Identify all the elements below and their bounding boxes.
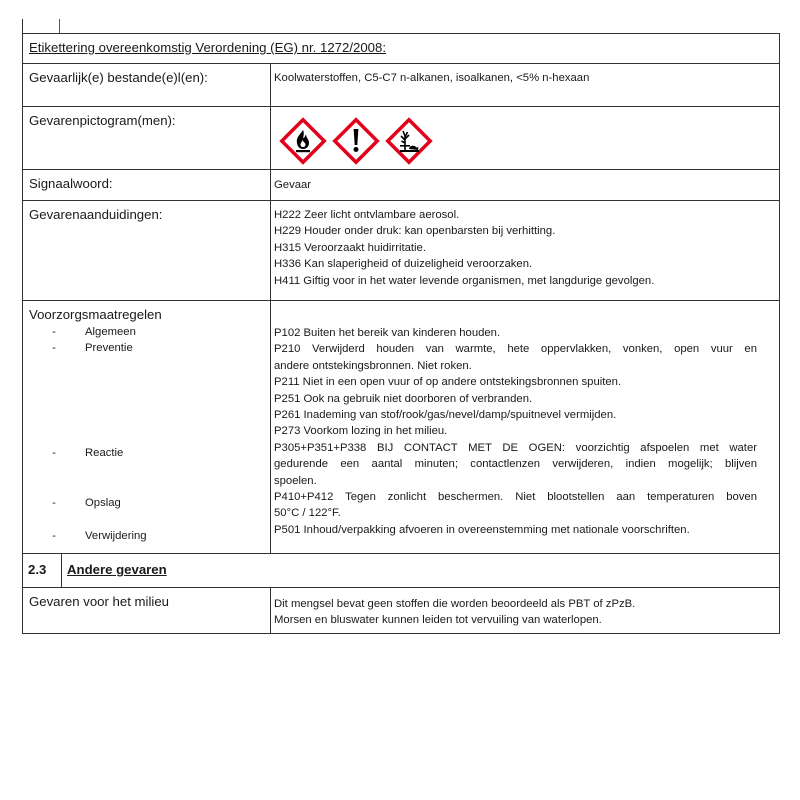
signal-word-label: Signaalwoord: bbox=[23, 170, 271, 200]
hazardous-ingredients-label: Gevaarlijk(e) bestande(e)l(en): bbox=[23, 64, 271, 106]
hazard-statement: H315 Veroorzaakt huidirritatie. bbox=[274, 241, 426, 254]
precaution-group-disposal: - Verwijdering bbox=[52, 530, 147, 542]
hazardous-ingredients-row bbox=[23, 63, 779, 106]
signal-word-value: Gevaar bbox=[274, 179, 312, 191]
precautionary-statement: P102 Buiten het bereik van kinderen houden. bbox=[274, 327, 501, 339]
precautionary-label: Voorzorgsmaatregelen bbox=[29, 307, 162, 322]
environment-hazards-list bbox=[271, 588, 779, 633]
precautionary-statement: P211 Niet in een open vuur of op andere ontstekingsbronnen spuiten. bbox=[274, 376, 622, 389]
labelling-heading-row bbox=[23, 33, 779, 63]
precaution-group-storage: - Opslag bbox=[52, 497, 121, 509]
hazard-statements-row bbox=[23, 200, 779, 300]
labelling-heading: Etikettering overeenkomstig Verordening (EG) nr. 1272/2008: bbox=[29, 40, 387, 55]
table-top-edge-fragment bbox=[22, 19, 23, 33]
precautionary-statement: P305+P351+P338 BIJ CONTACT MET DE OGEN: voorzichtig afspoelen met water bbox=[274, 441, 757, 454]
pictograms-label: Gevarenpictogram(men): bbox=[23, 107, 271, 169]
environment-hazard-line: Morsen en bluswater kunnen leiden tot vervuiling van waterlopen. bbox=[274, 614, 602, 627]
pictograms-cell bbox=[271, 107, 779, 169]
precautionary-statements-list bbox=[271, 301, 779, 553]
environment-pictogram-icon bbox=[384, 116, 434, 166]
section-title: Andere gevaren bbox=[67, 562, 167, 577]
environment-hazards-label: Gevaren voor het milieu bbox=[23, 588, 271, 633]
precautionary-statement: P273 Voorkom lozing in het milieu. bbox=[274, 425, 448, 438]
precautionary-statement: andere ontstekingsbronnen. Niet roken. bbox=[274, 359, 472, 372]
hazard-statement: H229 Houder onder druk: kan openbarsten bij verhitting. bbox=[274, 225, 556, 238]
precautionary-statement: P410+P412 Tegen zonlicht beschermen. Niet blootstellen aan temperaturen boven bbox=[274, 491, 757, 504]
environment-hazard-line: Dit mengsel bevat geen stoffen die worden beoordeeld als PBT of zPzB. bbox=[274, 598, 636, 610]
section-2-3-header-row bbox=[23, 553, 779, 587]
label-section-table bbox=[22, 33, 780, 634]
precautionary-statement: P501 Inhoud/verpakking afvoeren in overeenstemming met nationale voorschriften. bbox=[274, 523, 690, 536]
precautionary-statement: P261 Inademing van stof/rook/gas/nevel/damp/spuitnevel vermijden. bbox=[274, 409, 617, 422]
hazard-statements-label: Gevarenaanduidingen: bbox=[23, 201, 271, 300]
precautionary-statement: gedurende een aantal minuten; contactlenzen verwijderen, indien mogelijk; blijven bbox=[274, 458, 757, 471]
hazard-statements-list bbox=[271, 201, 779, 300]
precaution-group-prevention: - Preventie bbox=[52, 342, 133, 354]
hazard-statement: H411 Giftig voor in het water levende organismen, met langdurige gevolgen. bbox=[274, 274, 655, 287]
environment-hazards-row bbox=[23, 587, 779, 633]
hazard-statement: H222 Zeer licht ontvlambare aerosol. bbox=[274, 209, 460, 221]
precautionary-label-cell bbox=[23, 301, 271, 553]
pictograms-row bbox=[23, 106, 779, 169]
precautionary-statement: spoelen. bbox=[274, 474, 317, 487]
table-column-fragment bbox=[59, 19, 60, 33]
hazard-statement: H336 Kan slaperigheid of duizeligheid veroorzaken. bbox=[274, 258, 533, 271]
flame-pictogram-icon bbox=[278, 116, 328, 166]
precaution-group-response: - Reactie bbox=[52, 447, 124, 459]
precautionary-statement: P210 Verwijderd houden van warmte, hete oppervlakken, vonken, open vuur en bbox=[274, 343, 757, 356]
precautionary-statement: P251 Ook na gebruik niet doorboren of verbranden. bbox=[274, 392, 533, 405]
precaution-group-general: - Algemeen bbox=[52, 326, 136, 338]
exclamation-pictogram-icon bbox=[331, 116, 381, 166]
precautionary-statement: 50°C / 122°F. bbox=[274, 507, 341, 520]
signal-word-row bbox=[23, 169, 779, 200]
precautionary-row bbox=[23, 300, 779, 553]
section-number: 2.3 bbox=[23, 554, 62, 587]
hazardous-ingredients-value: Koolwaterstoffen, C5-C7 n-alkanen, isoalkanen, <5% n-hexaan bbox=[274, 72, 590, 84]
